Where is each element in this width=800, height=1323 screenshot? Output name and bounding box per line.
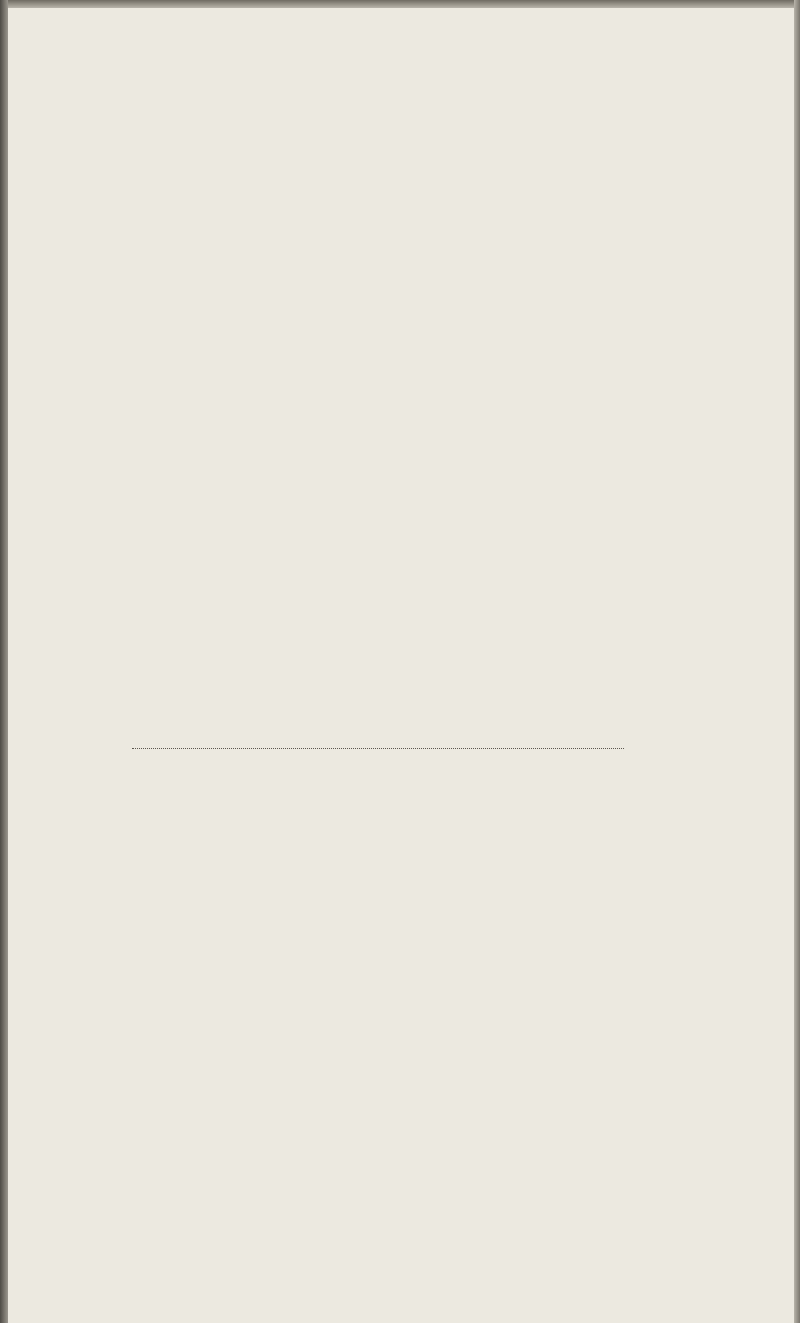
page-edge-shadow-left: [0, 0, 8, 1323]
leader-dots: [132, 747, 624, 749]
page-edge-shadow-top: [0, 0, 800, 8]
page-edge-shadow-right: [794, 0, 800, 1323]
toc-entry-origin: [0, 733, 800, 757]
